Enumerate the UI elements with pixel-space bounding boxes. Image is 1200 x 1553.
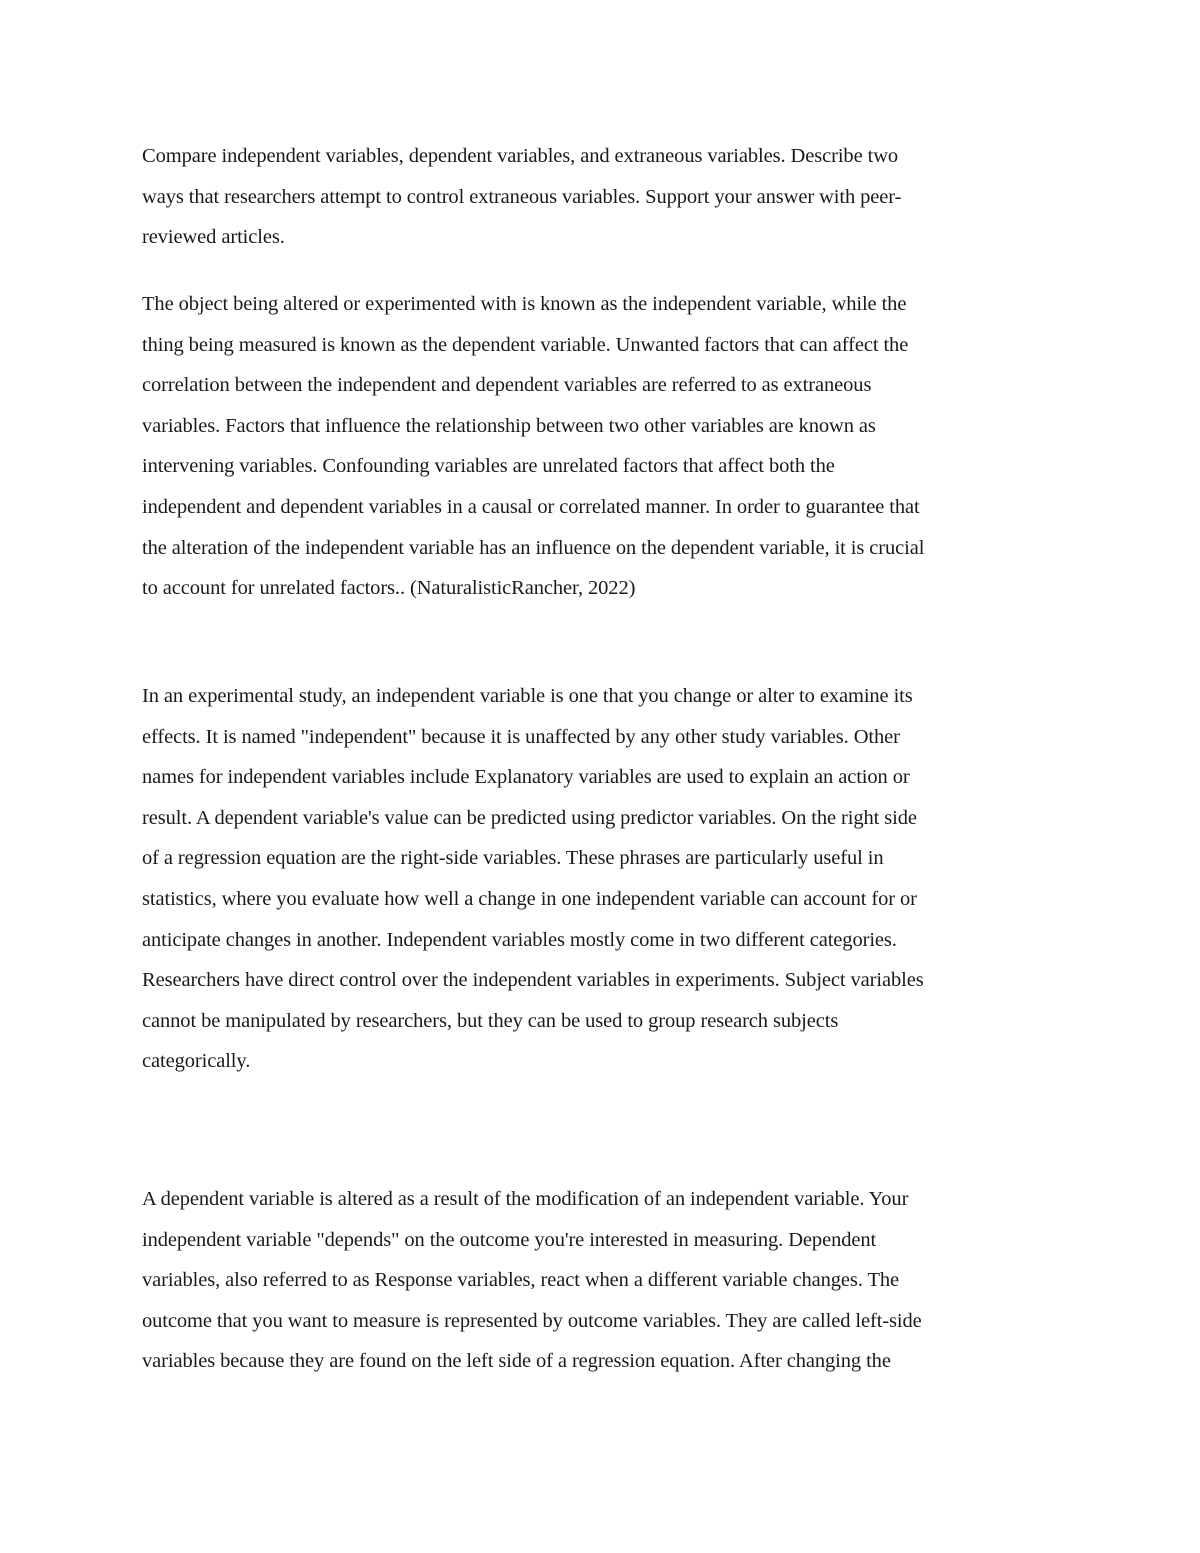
text-line: intervening variables. Confounding variables are unrelated factors that affect both the — [142, 455, 835, 478]
text-line: to account for unrelated factors.. (NaturalisticRancher, 2022) — [142, 577, 636, 600]
definitions-paragraph — [142, 284, 1054, 609]
text-line: ways that researchers attempt to control extraneous variables. Support your answer with peer- — [142, 185, 902, 208]
text-line: statistics, where you evaluate how well a change in one independent variable can account for or — [142, 887, 917, 910]
text-line: reviewed articles. — [142, 226, 285, 249]
text-line: independent and dependent variables in a causal or correlated manner. In order to guarantee that — [142, 495, 920, 518]
text-line: names for independent variables include Explanatory variables are used to explain an action or — [142, 766, 910, 789]
text-line: Compare independent variables, dependent variables, and extraneous variables. Describe two — [142, 145, 899, 167]
text-line: outcome that you want to measure is represented by outcome variables. They are called left-side — [142, 1309, 922, 1332]
text-line: effects. It is named "independent" because it is unaffected by any other study variables. Other — [142, 725, 900, 748]
text-line: Researchers have direct control over the independent variables in experiments. Subject variables — [142, 969, 924, 992]
text-line: In an experimental study, an independent variable is one that you change or alter to examine its — [142, 685, 913, 707]
question-paragraph — [142, 136, 1054, 258]
text-line: anticipate changes in another. Independent variables mostly come in two different categories. — [142, 928, 897, 951]
text-line: variables. Factors that influence the relationship between two other variables are known as — [142, 414, 876, 437]
text-line: variables because they are found on the left side of a regression equation. After changing the — [142, 1350, 891, 1373]
text-line: thing being measured is known as the dependent variable. Unwanted factors that can affect the — [142, 333, 909, 356]
text-line: cannot be manipulated by researchers, but they can be used to group research subjects — [142, 1009, 839, 1032]
text-line: categorically. — [142, 1050, 251, 1073]
text-line: of a regression equation are the right-side variables. These phrases are particularly useful in — [142, 847, 884, 870]
independent-variable-paragraph — [142, 676, 1054, 1082]
text-line: the alteration of the independent variable has an influence on the dependent variable, it is crucial — [142, 536, 925, 559]
text-line: result. A dependent variable's value can be predicted using predictor variables. On the right side — [142, 806, 917, 829]
text-line: A dependent variable is altered as a result of the modification of an independent variable. Your — [142, 1188, 909, 1210]
dependent-variable-paragraph — [142, 1179, 1054, 1382]
text-line: independent variable "depends" on the outcome you're interested in measuring. Dependent — [142, 1228, 877, 1251]
text-line: variables, also referred to as Response variables, react when a different variable changes. The — [142, 1269, 900, 1292]
text-line: The object being altered or experimented with is known as the independent variable, while the — [142, 293, 907, 315]
text-line: correlation between the independent and dependent variables are referred to as extraneous — [142, 374, 872, 397]
